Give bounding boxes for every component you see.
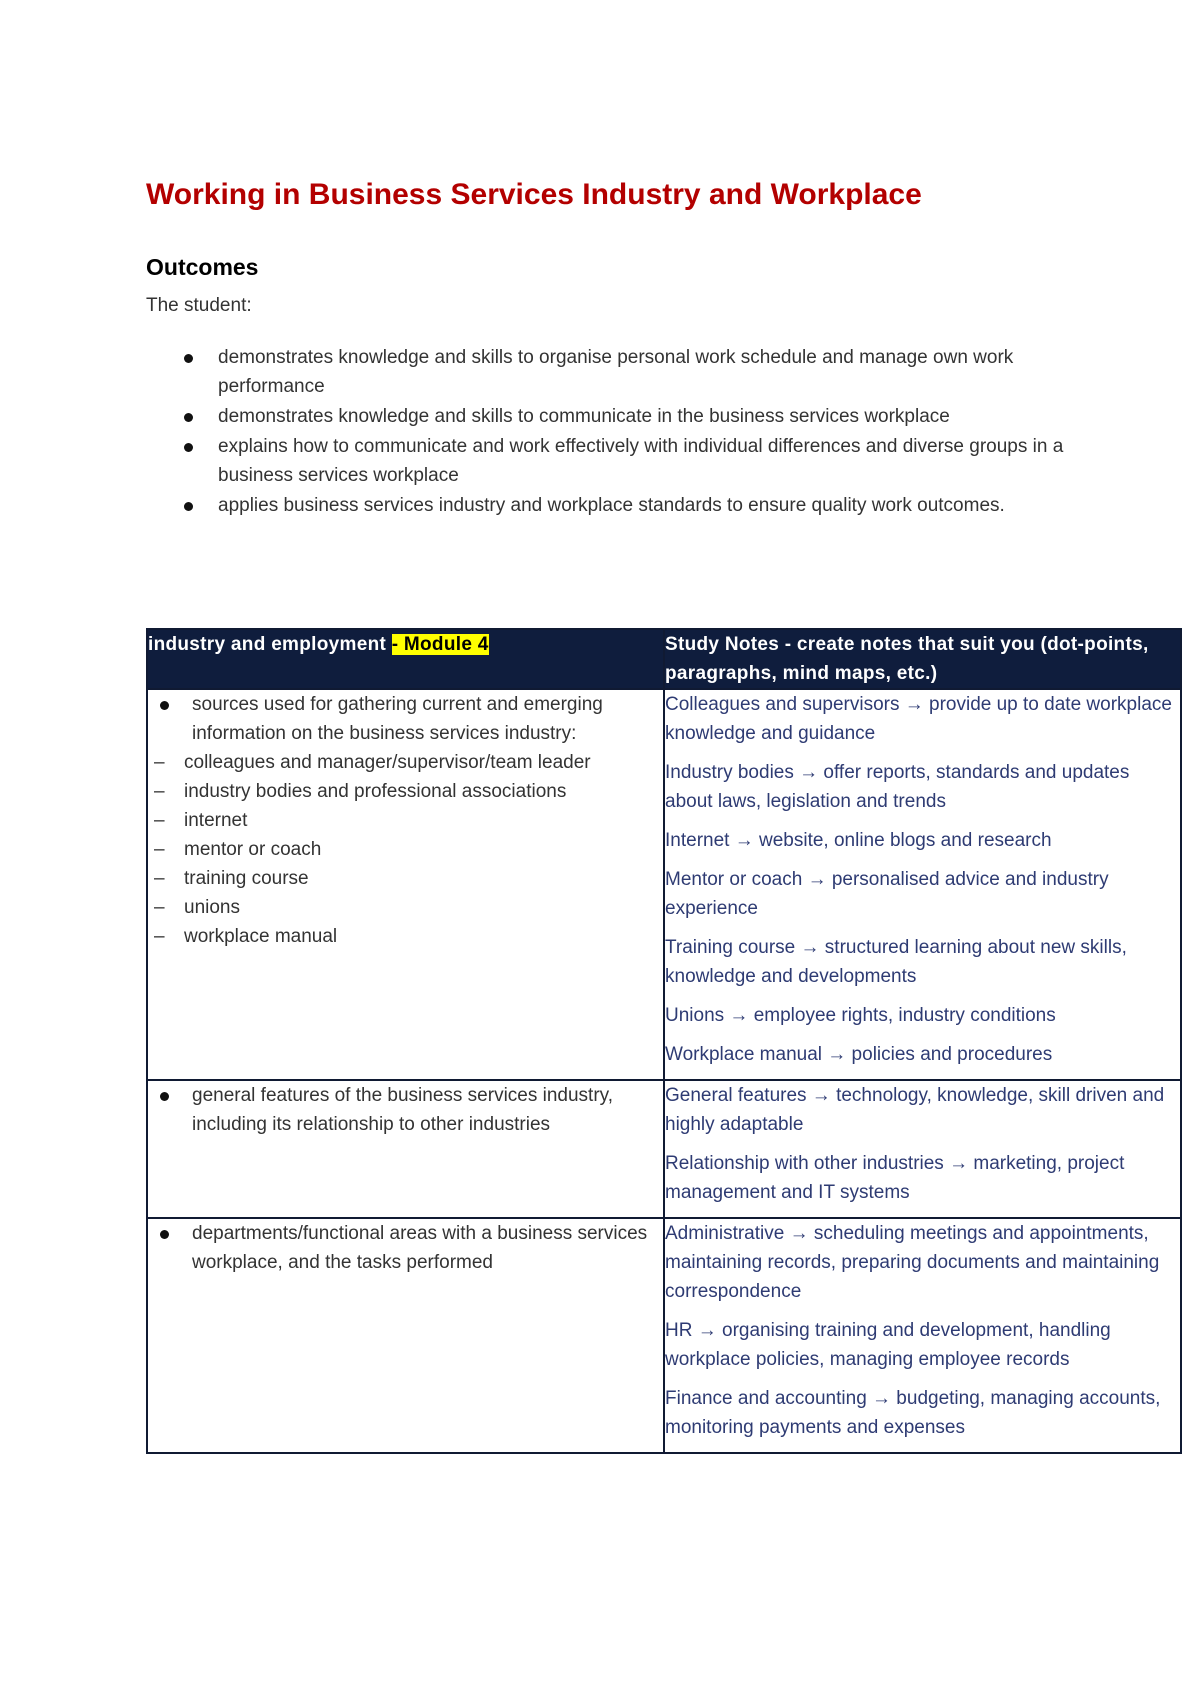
note-text: Industry bodies → offer reports, standards and updates about laws, legislation and trends [665,762,1130,812]
subitem [154,864,663,893]
subitem [154,748,663,777]
outcome-item [184,432,1064,490]
subitem-text: colleagues and manager/supervisor/team leader [184,752,591,773]
outcome-text: applies business services industry and workplace standards to ensure quality work outcomes. [218,495,1005,516]
note-text: Unions → employee rights, industry conditions [665,1005,1056,1026]
topic-item [148,1081,663,1139]
table-row [147,1218,1181,1453]
subitem-text: training course [184,868,309,889]
bullet-icon [184,443,193,452]
dash-icon: – [154,868,165,889]
note-text: HR → organising training and development, handling workplace policies, managing employee records [665,1320,1111,1370]
note-text: Finance and accounting → budgeting, managing accounts, monitoring payments and expenses [665,1388,1161,1438]
bullet-icon [184,354,193,363]
dash-icon: – [154,752,165,773]
dash-icon: – [154,839,165,860]
table-row [147,689,1181,1080]
study-notes-table [146,628,1182,1454]
dash-icon: – [154,810,165,831]
document-title: Working in Business Services Industry and Workplace [146,178,922,211]
notes-cell [664,689,1181,1080]
notes-cell [664,1080,1181,1218]
bullet-icon [160,1092,169,1101]
subitem-text: mentor or coach [184,839,322,860]
note-text: Administrative → scheduling meetings and appointments, maintaining records, preparing documents and maintaining correspondence [665,1223,1160,1302]
header-notes-cell [664,629,1181,689]
topic-subitems [154,748,663,951]
bullet-icon [184,413,193,422]
outcome-text: demonstrates knowledge and skills to communicate in the business services workplace [218,406,950,427]
subitem [154,922,663,951]
dash-icon: – [154,781,165,802]
subitem-text: internet [184,810,248,831]
outcome-item [184,343,1064,401]
topic-cell [147,1218,664,1453]
header-topic-label: industry and employment [148,634,392,655]
subitem-text: workplace manual [184,926,338,947]
subitem [154,893,663,922]
note-text: Mentor or coach → personalised advice and industry experience [665,869,1109,919]
bullet-icon [160,701,169,710]
topic-cell [147,1080,664,1218]
dash-icon: – [154,926,165,947]
subitem [154,777,663,806]
header-topic-cell [147,629,664,689]
outcomes-heading: Outcomes [146,254,259,280]
topic-text: departments/functional areas with a business services workplace, and the tasks performed [192,1223,648,1273]
outcome-text: explains how to communicate and work effectively with individual differences and diverse groups in a business services workplace [218,436,1064,486]
header-notes-label: Study Notes - create notes that suit you (dot-points, paragraphs, mind maps, etc.) [665,634,1149,684]
outcomes-intro: The student: [146,295,252,316]
topic-cell [147,689,664,1080]
outcome-text: demonstrates knowledge and skills to organise personal work schedule and manage own work performance [218,347,1014,397]
subitem-text: unions [184,897,240,918]
note-text: Colleagues and supervisors → provide up to date workplace knowledge and guidance [665,694,1172,744]
topic-text: general features of the business services industry, including its relationship to other industries [192,1085,614,1135]
outcome-item [184,402,1064,431]
outcomes-list [184,343,1064,521]
note-text: Training course → structured learning about new skills, knowledge and developments [665,937,1127,987]
bullet-icon [184,502,193,511]
table-header-row [147,629,1181,689]
topic-item [148,690,663,748]
note-text: Workplace manual → policies and procedures [665,1044,1053,1065]
topic-text: sources used for gathering current and emerging information on the business services industry: [192,694,603,744]
subitem-text: industry bodies and professional associations [184,781,567,802]
topic-item [148,1219,663,1277]
note-text: General features → technology, knowledge, skill driven and highly adaptable [665,1085,1165,1135]
subitem [154,806,663,835]
table-row [147,1080,1181,1218]
outcome-item [184,491,1064,520]
module-highlight: - Module 4 [391,634,489,655]
notes-cell [664,1218,1181,1453]
bullet-icon [160,1230,169,1239]
note-text: Internet → website, online blogs and research [665,830,1052,851]
note-text: Relationship with other industries → marketing, project management and IT systems [665,1153,1125,1203]
dash-icon: – [154,897,165,918]
subitem [154,835,663,864]
